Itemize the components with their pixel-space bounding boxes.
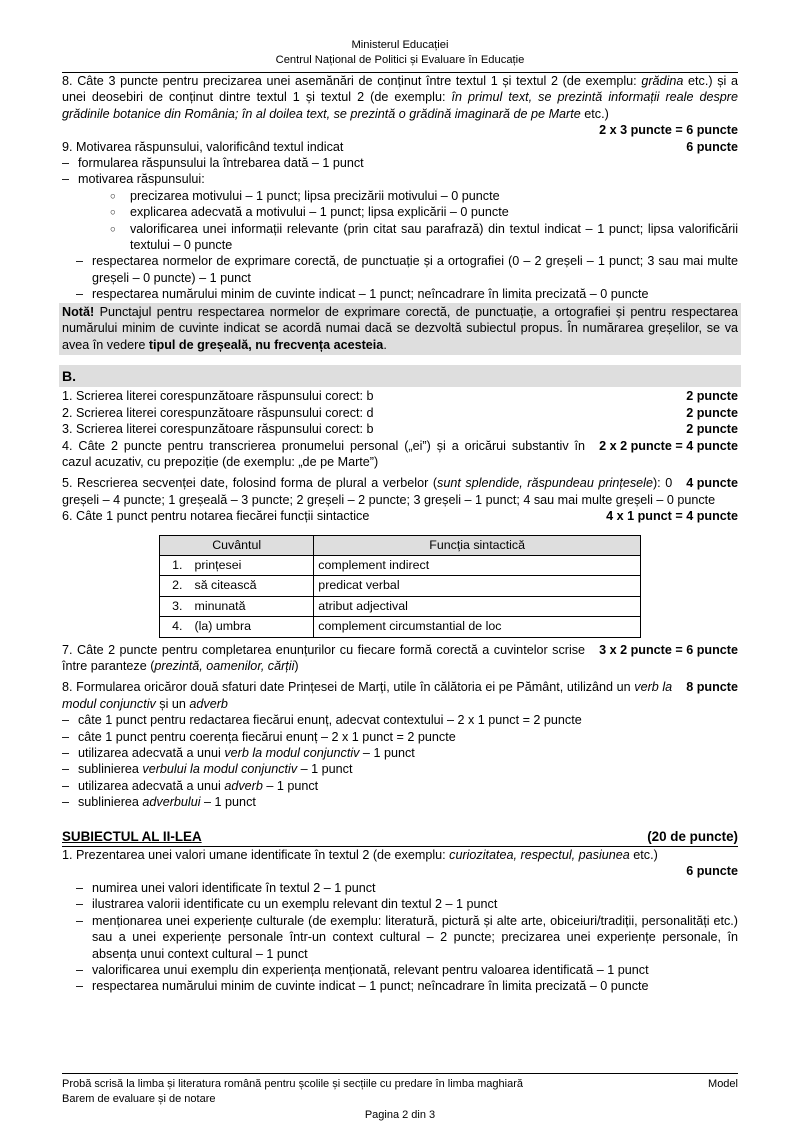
item-b1-text: 1. Scrierea literei corespunzătoare răspunsului corect: b (62, 389, 374, 404)
list-item (62, 729, 738, 745)
item-9-dash-list (62, 155, 738, 188)
list-item-text-1: câte 1 punct pentru redactarea fiecărui enunț, adecvat contextului – 2 x 1 punct = 2 puncte (78, 713, 582, 728)
list-item-text-2: – 1 punct (297, 762, 353, 777)
item-b7-em-1: prezintă, oamenilor, cărții (154, 659, 295, 673)
item-9-dash-list-indented (62, 253, 738, 302)
item-b8-points: 8 puncte (686, 680, 738, 695)
item-b8 (62, 679, 738, 712)
list-item-text-1: utilizarea adecvată a unui (78, 746, 225, 761)
table-row (160, 576, 641, 596)
list-item (62, 794, 738, 810)
item-b3 (62, 421, 738, 437)
list-item: – valorificarea unui exemplu din experiența menționată, relevant pentru valoarea identificată – 1 punct (62, 962, 738, 978)
list-item-em: verb la modul conjunctiv (224, 746, 360, 761)
table-header-word: Cuvântul (160, 535, 314, 555)
document-header (0, 0, 800, 67)
item-b5-text-1: 5. Rescrierea secvenței date, folosind forma de plural a verbelor ( (62, 476, 438, 491)
subject-2-item-1-text-1: 1. Prezentarea unei valori umane identificate în textul 2 (de exemplu: (62, 848, 450, 863)
subject-2-heading (62, 829, 738, 847)
item-b6-points: 4 x 1 punct = 4 puncte (606, 509, 738, 524)
subject-2-points: (20 de puncte) (647, 828, 738, 844)
subject-2-item-1-text-2: etc.) (629, 848, 658, 863)
item-8a-text-2: etc.) și a unei deosebiri de conținut dintre textul 1 și textul 2 (de exemplu: (62, 74, 738, 105)
table-row (160, 617, 641, 637)
footer-page-number: Pagina 2 din 3 (364, 1109, 436, 1122)
item-b4-text: 4. Câte 2 puncte pentru transcrierea pronumelui personal („ei”) și a oricărui substantiv în cazul acuzativ, cu prepoziție (de exemplu: „de pe Marte”) (62, 438, 586, 469)
list-item: – numirea unei valori identificate în textul 2 – 1 punct (62, 880, 738, 896)
table-cell-word: (la) umbra (186, 617, 314, 637)
nota-block (59, 303, 741, 355)
list-item-text-2: – 1 punct (262, 778, 319, 793)
item-b5-points: 4 puncte (686, 476, 738, 491)
list-item: – menționarea unei experiențe culturale (de exemplu: literatură, pictură și alte arte, obiceiuri/tradiții, personalități etc.) sau a unei experiențe personale într-un context cultural – 2 puncte; precizarea unei experiențe personale, în absența unui context cultural – 1 punct (62, 913, 738, 962)
footer-divider (62, 1073, 738, 1074)
table-row (160, 596, 641, 616)
table-row (160, 555, 641, 575)
item-b7 (62, 642, 738, 675)
table-cell-index: 3. (160, 596, 186, 616)
list-item: – formularea răspunsului la întrebarea dată – 1 punct (62, 155, 738, 171)
item-8a-em-1: grădina (641, 74, 684, 88)
list-item (62, 778, 738, 794)
item-b2-text: 2. Scrierea literei corespunzătoare răspunsului corect: d (62, 405, 374, 420)
item-b4 (62, 438, 738, 471)
header-ministry: Ministerul Educației (351, 39, 449, 51)
footer-left-line-2: Barem de evaluare și de notare (62, 1092, 216, 1105)
list-item-em: adverbului (142, 795, 201, 810)
item-8a-text-3: etc.) (580, 106, 609, 121)
document-content (62, 73, 738, 995)
nota-bold-1: tipul de greșeală, nu frecvența acesteia (148, 337, 384, 352)
list-item (62, 761, 738, 777)
item-b4-points: 2 x 2 puncte = 4 puncte (599, 438, 738, 453)
item-b6-text: 6. Câte 1 punct pentru notarea fiecărei funcții sintactice (62, 509, 370, 524)
item-b5-text-2: ): 0 greșeli – 4 puncte; 1 greșeală – 3 puncte; 2 greșeli – 2 puncte; 3 greșeli – 1 punct; 4 sau mai multe greșeli – 0 puncte (62, 476, 716, 507)
list-item: – ilustrarea valorii identificate cu un exemplu relevant din textul 2 – 1 punct (62, 896, 738, 912)
list-item-text-1: sublinierea (78, 795, 143, 810)
footer-row (62, 1077, 738, 1092)
syntax-function-table (159, 535, 641, 638)
footer-model-label: Model (708, 1078, 738, 1091)
table-cell-word: minunată (186, 596, 314, 616)
list-item: ○ precizarea motivului – 1 punct; lipsa precizării motivului – 0 puncte (62, 188, 738, 204)
item-b2-points: 2 puncte (686, 405, 738, 420)
item-b7-points: 3 x 2 puncte = 6 puncte (599, 642, 738, 657)
list-item (62, 712, 738, 728)
item-9-points: 6 puncte (686, 139, 738, 154)
table-cell-word: să citească (186, 576, 314, 596)
item-b6 (62, 508, 738, 524)
list-item-text-2: – 1 punct (200, 795, 256, 810)
table-header-row (160, 535, 641, 555)
subject-2-item-1 (62, 847, 738, 863)
item-b5 (62, 475, 738, 508)
nota-text-1: Punctajul pentru respectarea normelor de exprimare corectă, de punctuație, a ortografiei și pentru respectarea numărului minim de cuvinte indicat se acordă numai dacă se dezvoltă subiectul propus. În numărarea greșelilor, se va avea în vedere (62, 304, 738, 352)
list-item: – respectarea numărului minim de cuvinte indicat – 1 punct; neîncadrare în limita precizată – 0 puncte (62, 978, 738, 994)
nota-label: Notă! (62, 304, 95, 319)
item-b2 (62, 405, 738, 421)
item-b7-text-2: ) (294, 659, 299, 673)
list-item-em: adverb (224, 778, 263, 793)
header-center: Centrul Național de Politici și Evaluare în Educație (275, 53, 525, 66)
item-b8-dash-list (62, 712, 738, 810)
subject-2-item-1-points: 6 puncte (686, 864, 738, 879)
item-b8-em-2: adverb (189, 696, 228, 711)
table-cell-function: atribut adjectival (314, 596, 641, 616)
item-b8-text-2: și un (155, 696, 190, 711)
item-9 (62, 139, 738, 155)
list-item: – respectarea numărului minim de cuvinte indicat – 1 punct; neîncadrare în limita precizată – 0 puncte (62, 286, 738, 302)
item-8a (62, 73, 738, 122)
section-b-heading: B. (59, 365, 741, 387)
item-9-circle-list (62, 188, 738, 254)
table-header-function: Funcția sintactică (314, 535, 641, 555)
item-b3-points: 2 puncte (686, 422, 738, 437)
footer-left-line-1: Probă scrisă la limba și literatura română pentru școlile și secțiile cu predare în limba maghiară (62, 1078, 523, 1091)
table-cell-function: predicat verbal (314, 576, 641, 596)
subject-2-item-1-dash-list (62, 880, 738, 995)
list-item: – motivarea răspunsului: (62, 171, 738, 187)
table-cell-function: complement indirect (314, 555, 641, 575)
item-b3-text: 3. Scrierea literei corespunzătoare răspunsului corect: b (62, 422, 374, 437)
list-item-em: verbului la modul conjunctiv (142, 762, 298, 777)
item-8a-em-2: în primul text, se prezintă informații reale despre grădinile botanice din România; în al doilea text, se prezintă o grădină imaginară de pe Marte (62, 90, 738, 121)
item-9-title: 9. Motivarea răspunsului, valorificând textul indicat (62, 139, 344, 154)
table-cell-index: 4. (160, 617, 186, 637)
nota-text-2: . (383, 337, 387, 352)
item-8a-points: 2 x 3 puncte = 6 puncte (599, 123, 738, 138)
item-b8-em-1: verb la modul conjunctiv (62, 680, 673, 711)
list-item: ○ explicarea adecvată a motivului – 1 punct; lipsa explicării – 0 puncte (62, 204, 738, 220)
list-item: – respectarea normelor de exprimare corectă, de punctuație și a ortografiei (0 – 2 greșeli – 1 punct; 3 sau mai multe greșeli – 0 puncte) – 1 punct (62, 253, 738, 286)
item-b7-text-1: 7. Câte 2 puncte pentru completarea enunțurilor cu fiecare formă corectă a cuvintelor scrise între paranteze ( (62, 642, 586, 673)
item-b5-em-1: sunt splendide, răspundeau prințesele (437, 476, 653, 491)
item-b1 (62, 388, 738, 404)
list-item: ○ valorificarea unei informații relevante (prin citat sau parafrază) din textul indicat – 1 punct; lipsa valorificării textului – 0 puncte (62, 221, 738, 254)
table-cell-index: 2. (160, 576, 186, 596)
subject-2-item-1-em-1: curiozitatea, respectul, pasiunea (449, 848, 630, 863)
item-b1-points: 2 puncte (686, 389, 738, 404)
document-footer (62, 1073, 738, 1123)
list-item-text-1: utilizarea adecvată a unui (78, 778, 225, 793)
table-cell-word: prințesei (186, 555, 314, 575)
table-cell-index: 1. (160, 555, 186, 575)
list-item-text-1: sublinierea (78, 762, 143, 777)
list-item-text-1: câte 1 punct pentru coerența fiecărui enunț – 2 x 1 punct = 2 puncte (78, 729, 456, 744)
list-item-text-2: – 1 punct (359, 746, 415, 761)
list-item (62, 745, 738, 761)
item-b8-text-1: 8. Formularea oricăror două sfaturi date Prințesei de Marți, utile în călătoria ei pe Pământ, utilizând un (62, 680, 635, 695)
subject-2-title: SUBIECTUL AL II-LEA (62, 828, 202, 844)
item-8a-text-1: 8. Câte 3 puncte pentru precizarea unei asemănări de conținut între textul 1 și textul 2 (de exemplu: (62, 74, 642, 88)
table-cell-function: complement circumstantial de loc (314, 617, 641, 637)
